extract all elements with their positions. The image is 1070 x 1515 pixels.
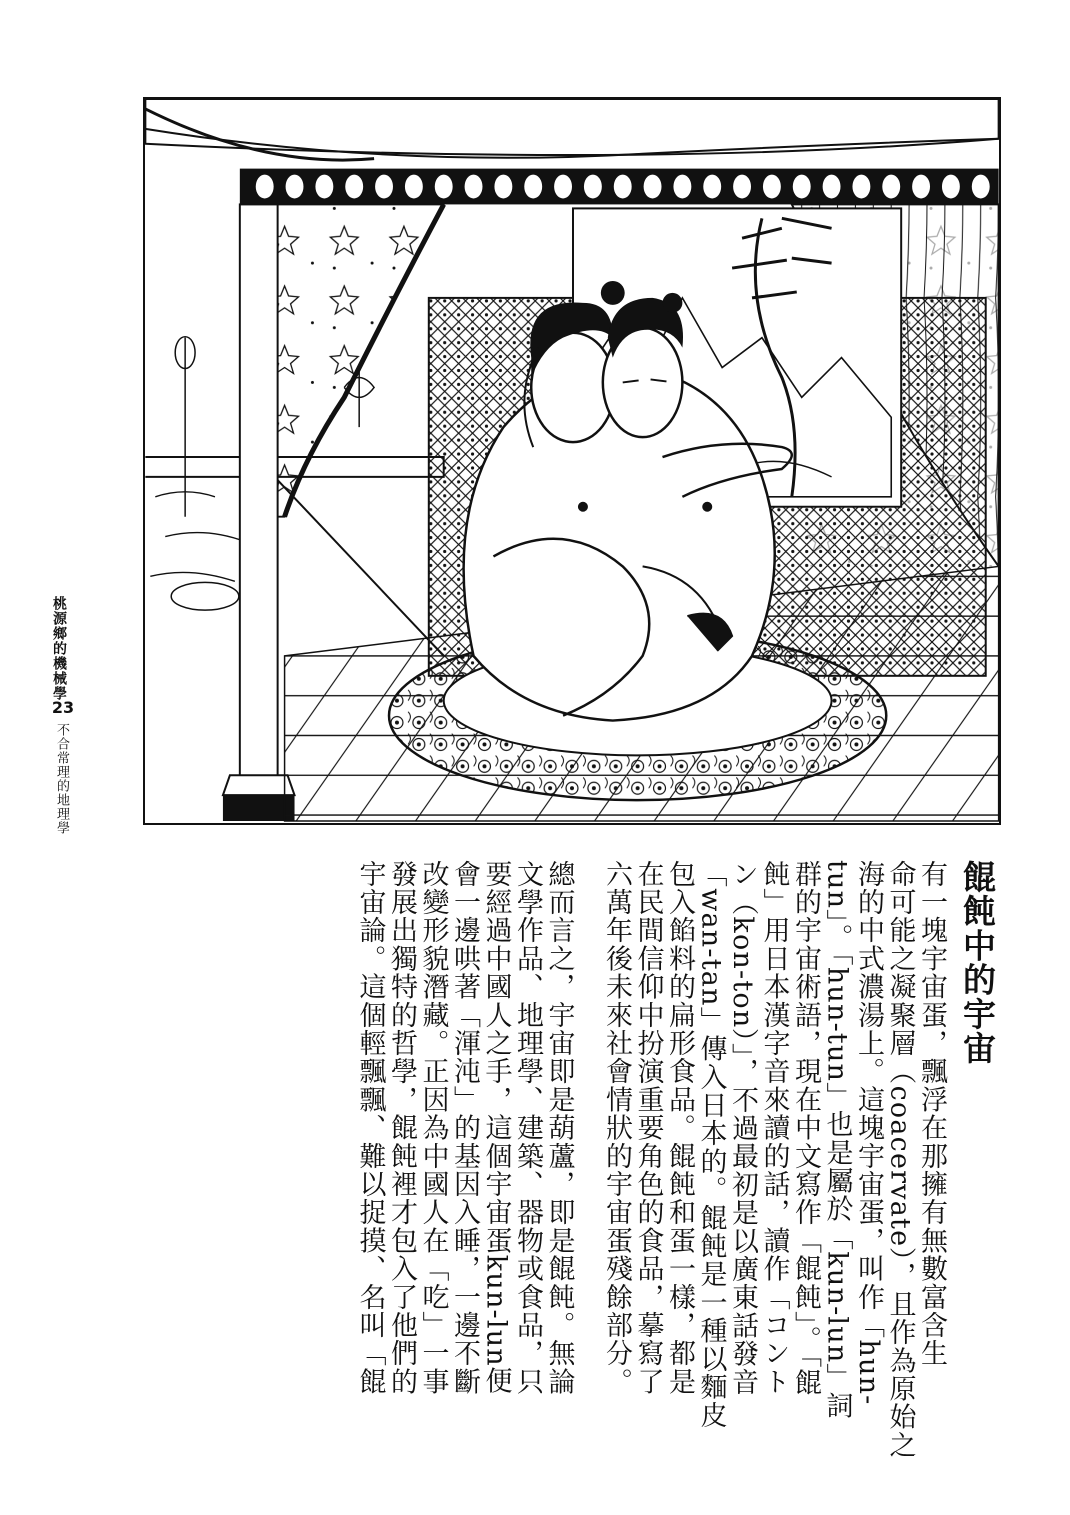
- paragraph: 總而言之，宇宙即是葫蘆，即是餛飩。無論 文學作品、地理學、建築、器物或食品，只 要經過中國人之手，這個宇宙蛋kun-lun便 會一邊哄著「渾沌」的基因入睡，一邊不斷 改變形貌潛藏。正因為中國人在「吃」一事 發展出獨特的哲學，餛飩裡才包入了他們的 宇宙論。這個輕飄飄、難以捉摸、名叫「餛: [354, 860, 575, 1396]
- article-body: [354, 860, 997, 1460]
- illustration-artwork: [145, 99, 999, 823]
- chapter-title: 不合常理的地理學: [54, 723, 69, 835]
- page-number: 23: [51, 698, 75, 717]
- section-heading: 餛飩中的宇宙: [958, 860, 997, 1066]
- woodblock-illustration: [143, 97, 1001, 825]
- book-title: 桃源鄉的機械學: [51, 596, 67, 701]
- paragraph: 有一塊宇宙蛋，飄浮在那擁有無數富含生 命可能之凝聚層（coacervate），且作為原始之 海的中式濃湯上。這塊宇宙蛋，叫作「hun- tun」。「hun-tun」也是屬於「kun-lun」詞 群的宇宙術語，現在中文寫作「餛飩」。「餛 飩」用日本漢字音來讀的話，讀作「コント ン（kon-ton）」，不過最初是以廣東話發音 「wan-tan」傳入日本的。餛飩是一種以麵皮 包入餡料的扁形食品。餛飩和蛋一樣，都是 在民間信仰中扮演重要角色的食品，摹寫了 六萬年後未來社會情狀的宇宙蛋殘餘部分。: [601, 860, 947, 1460]
